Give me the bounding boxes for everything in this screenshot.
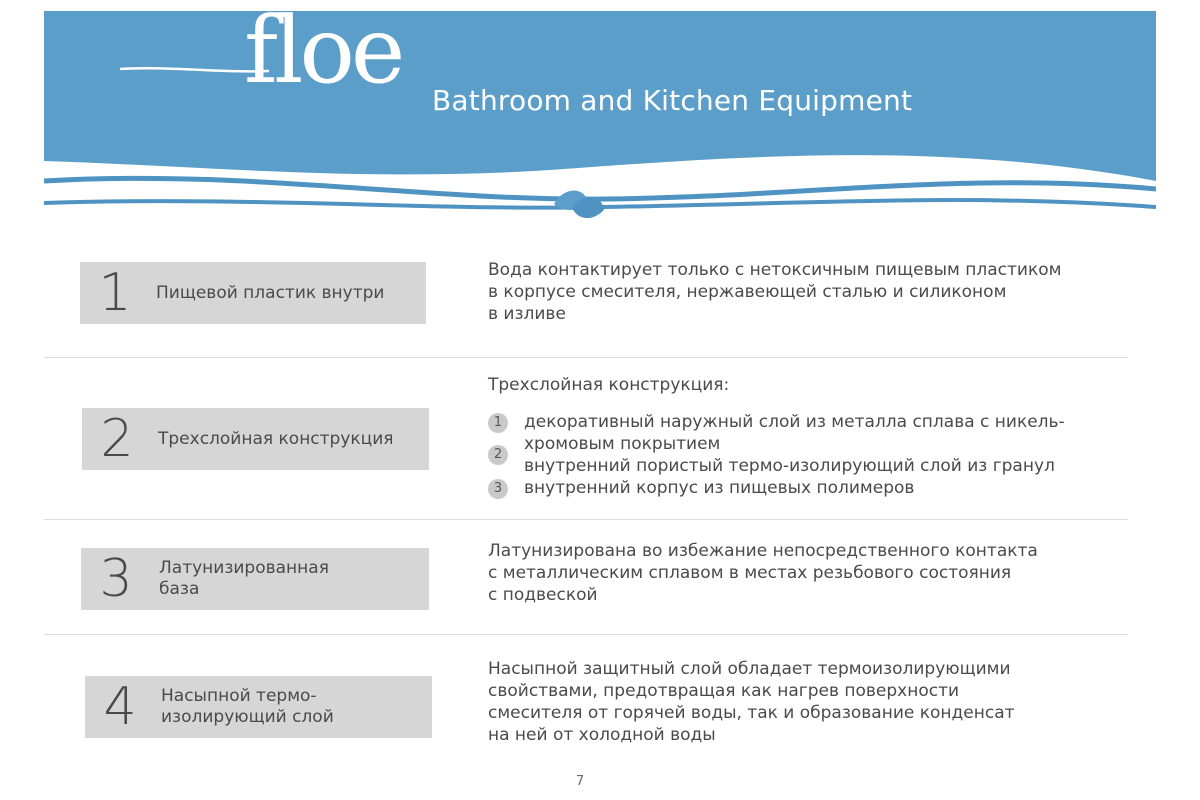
leaf-icon (554, 191, 604, 219)
row-divider (44, 519, 1128, 520)
feature-description-3: Латунизирована во избежание непосредственного контакта с металлическим сплавом в местах резьбового состояния с подвеской (488, 541, 1038, 605)
feature-label-1 (80, 262, 426, 324)
header-banner (44, 0, 1156, 226)
feature-description-4: Насыпной защитный слой обладает термоизолирующими свойствами, предотвращая как нагрев поверхности смесителя от горячей воды, так и образование конденсат на ней от холодной воды (488, 659, 1015, 745)
layer-number-badge: 2 (488, 445, 508, 465)
feature-number: 3 (99, 549, 133, 609)
feature-description-intro-2: Трехслойная конструкция: (488, 375, 730, 395)
feature-title: Трехслойная конструкция (158, 428, 394, 449)
header-graphic (44, 11, 1156, 226)
row-divider (44, 357, 1128, 358)
feature-number: 4 (103, 677, 137, 737)
feature-description-1: Вода контактирует только с нетоксичным пищевым пластиком в корпусе смесителя, нержавеющей сталью и силиконом в изливе (488, 260, 1062, 324)
feature-label-2 (82, 408, 429, 470)
layer-text: декоративный наружный слой из металла сплава с никель- хромовым покрытием (524, 412, 1065, 454)
feature-label-3 (81, 548, 429, 610)
feature-title: Насыпной термо- изолирующий слой (161, 686, 334, 727)
layer-text: внутренний пористый термо-изолирующий слой из гранул (524, 456, 1055, 476)
layer-text: внутренний корпус из пищевых полимеров (524, 478, 915, 498)
feature-title: Пищевой пластик внутри (156, 282, 385, 303)
brand-logo: floe (244, 0, 402, 104)
layer-number-badge: 3 (488, 479, 508, 499)
brand-tagline: Bathroom and Kitchen Equipment (432, 84, 913, 117)
layer-number-badge: 1 (488, 413, 508, 433)
feature-label-4 (85, 676, 432, 738)
page-number: 7 (575, 774, 585, 789)
feature-number: 2 (100, 409, 134, 469)
row-divider (44, 634, 1128, 635)
feature-title: Латунизированная база (159, 558, 329, 599)
feature-number: 1 (98, 263, 132, 323)
